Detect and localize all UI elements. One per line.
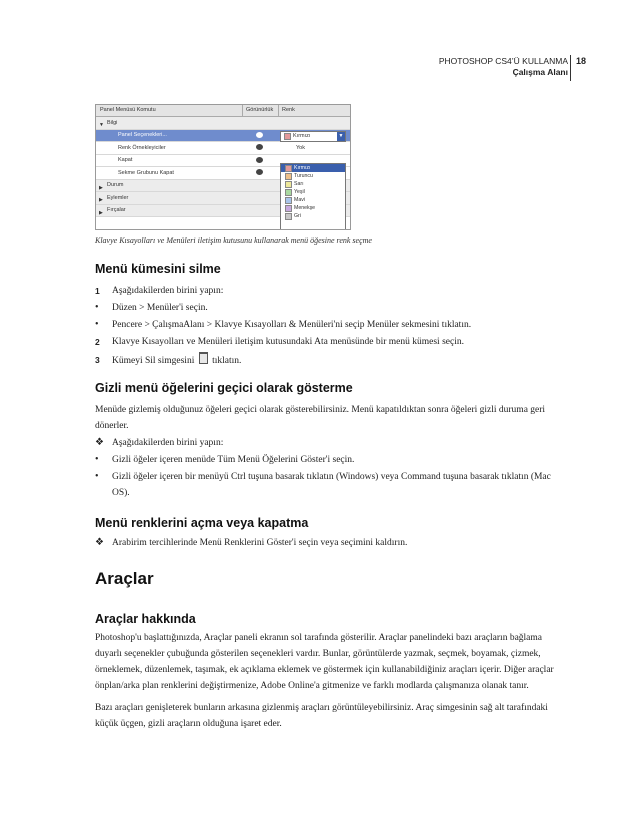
list-marker: 1 [95,286,100,296]
menu-row-label: Renk Örnekleyiciler [118,144,166,151]
menu-row-color-samplers[interactable] [96,142,350,155]
color-swatch-icon [285,173,292,180]
eye-icon[interactable] [256,157,263,163]
paragraph: Bazı araçları genişleterek bunların arkasına gizlenmiş araçları görüntüleyebilirsiniz. Araç simgesinin sağ alt tarafındaki küçük üçgen, gizli araçların olduğuna işaret eder. [95,703,548,729]
color-swatch-icon [285,205,292,212]
page-number: 18 [576,56,587,66]
dropdown-option[interactable] [281,180,345,188]
list-marker: • [95,302,99,313]
running-header-subtitle: Çalışma Alanı [512,67,568,77]
menu-row-label: Panel Seçenekleri... [118,132,167,138]
section-heading: Araçlar hakkında [95,612,196,626]
group-row-durum[interactable]: ▶ Durum [96,180,350,193]
group-row-eylemler[interactable]: ▶ Eylemler [96,192,350,205]
group-label: Bilgi [107,119,118,126]
eye-icon[interactable] [256,169,263,175]
list-text: Pencere > ÇalışmaAlanı > Klavye Kısayolları & Menüleri'ni seçip Menüler sekmesini tıklatın. [112,320,472,330]
dropdown-option-label: Yeşil [294,189,305,195]
group-label: Eylemler [107,194,129,201]
dropdown-option-label: Menekşe [294,205,316,211]
list-text: Aşağıdakilerden birini yapın: [112,438,224,448]
dropdown-option[interactable] [281,196,345,204]
column-header-command: Panel Menüsü Komutu [100,107,156,113]
dropdown-option[interactable] [281,172,345,180]
list-marker: • [95,319,99,330]
color-value: Yok [296,144,305,151]
red-swatch-icon [284,133,291,140]
dropdown-option[interactable] [281,188,345,196]
diamond-bullet-icon: ❖ [95,437,104,448]
running-header [439,56,568,78]
dialog-screenshot-figure [95,104,351,230]
dropdown-option-label: Turuncu [294,173,313,179]
list-text: Aşağıdakilerden birini yapın: [112,286,224,296]
group-label: Fırçalar [107,207,126,213]
dropdown-option-label: Sarı [294,181,304,187]
column-header-color: Renk [282,107,295,113]
list-text-part: Kümeyi Sil simgesini [112,356,195,366]
color-swatch-icon [285,165,292,172]
running-header-title: PHOTOSHOP CS4’Ü KULLANMA [438,56,568,66]
color-dropdown-list [280,163,346,230]
section-heading: Menü renklerini açma veya kapatma [95,516,309,530]
menu-row-label: Sekme Grubunu Kapat [118,169,174,176]
group-label: Durum [107,182,124,188]
dropdown-option[interactable] [281,204,345,212]
column-divider [278,105,279,116]
color-swatch-icon [285,213,292,220]
group-row-bilgi[interactable]: ▼ Bilgi [96,117,350,130]
color-swatch-icon [285,189,292,196]
column-header-visibility: Görünürlük [246,107,274,113]
dropdown-option-label: Gri [294,213,301,219]
trash-icon [199,352,208,364]
list-text-part: tıklatın. [212,356,242,366]
list-text: Arabirim tercihlerinde Menü Renklerini Göster'i seçin veya seçimini kaldırın. [112,538,408,548]
list-marker: • [95,454,99,465]
color-select-value: Kırmızı [293,133,311,139]
section-heading: Menü kümesini silme [95,262,221,276]
dropdown-option[interactable] [281,164,345,172]
dropdown-option[interactable] [281,212,345,220]
column-header-row [96,105,350,117]
group-row-fircalar[interactable]: ▶ Fırçalar [96,205,350,218]
menu-row-label: Kapat [118,157,133,163]
column-divider [242,105,243,116]
list-text: Klavye Kısayolları ve Menüleri iletişim kutusundaki Ata menüsünde bir menü kümesi seçin. [112,337,464,347]
menu-row-panel-options[interactable] [96,130,350,143]
chapter-title: Araçlar [95,569,154,588]
list-marker: 2 [95,337,100,347]
list-marker: • [95,471,99,482]
dropdown-option-label: Kırmızı [294,165,311,171]
dropdown-option-label: Mavi [294,197,305,203]
eye-icon[interactable] [256,132,263,138]
diamond-bullet-icon: ❖ [95,537,104,548]
paragraph: Menüde gizlemiş olduğunuz öğeleri geçici olarak gösterebilirsiniz. Menü kapatıldıktan sonra öğeleri gizli duruma geri dönerler. [95,405,546,431]
list-text: Gizli öğeler içeren menüde Tüm Menü Öğelerini Göster'i seçin. [112,455,355,465]
list-text: Düzen > Menüler'i seçin. [112,303,208,313]
color-select[interactable] [280,131,346,142]
list-marker: 3 [95,355,100,365]
paragraph: Photoshop'u başlattığınızda, Araçlar paneli ekranın sol tarafında gösterilir. Araçlar panelindeki bazı araçların bağlama duyarlı seçenekler çubuğunda gösterilen seçenekleri vardır. Bunlar, görüntülerde yazmak, seçmek, boyamak, çizmek, örneklemek, düzenlemek, taşımak, ek açıklama eklemek ve göstermek için kullanabildiğiniz araçları içerir. Diğer araçlar önplan/arka plan renklerini değiştirmenize, Adobe Online'a gitmenize ve farklı modlarda çalışmanıza olanak tanır. [95,633,554,691]
list-text: Gizli öğeler içeren bir menüyü Ctrl tuşuna basarak tıklatın (Windows) veya Command tuşuna basarak tıklatın (Mac OS). [112,472,551,498]
list-text [112,352,567,369]
section-heading: Gizli menü öğelerini geçici olarak gösterme [95,381,353,395]
chevron-down-icon[interactable]: ▼ [338,132,344,139]
figure-caption: Klavye Kısayolları ve Menüleri iletişim kutusunu kullanarak menü öğesine renk seçme [95,236,372,245]
color-swatch-icon [285,181,292,188]
eye-icon[interactable] [256,144,263,150]
header-divider [570,55,571,81]
color-swatch-icon [285,197,292,204]
